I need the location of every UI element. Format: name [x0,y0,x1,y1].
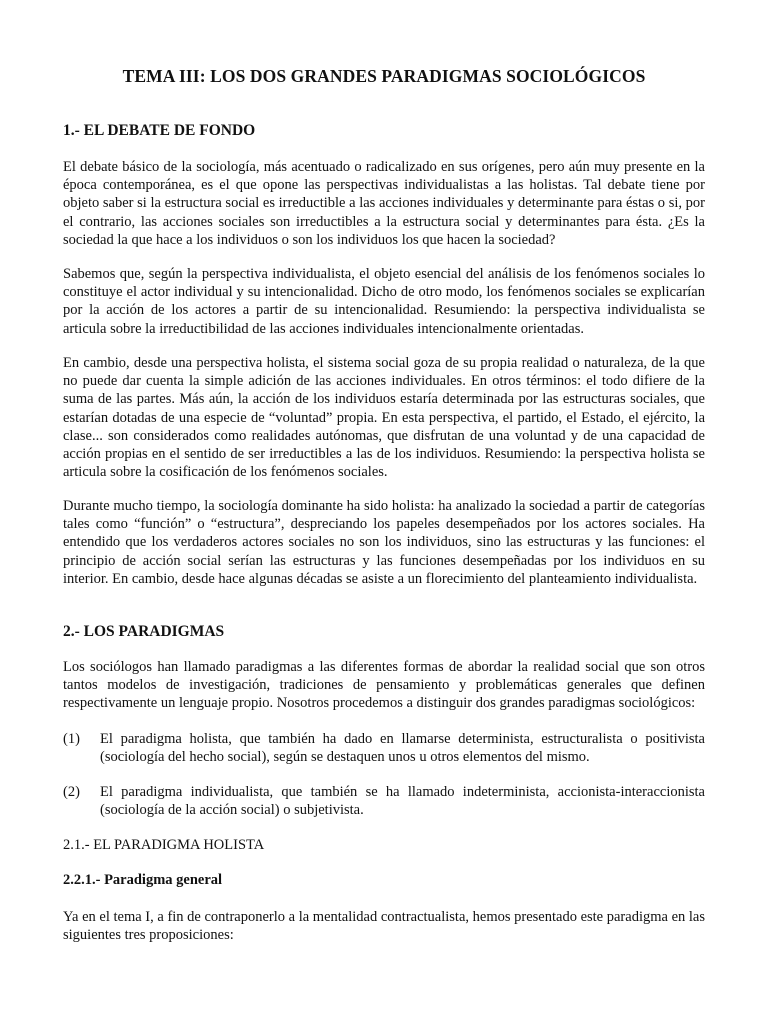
paragraph-debate-basico: El debate básico de la sociología, más acentuado o radicalizado en sus orígenes, pero aún muy presente en la época contemporánea, es el que opone las perspectivas individualistas a las holistas. Tal debate tiene por objeto saber si la estructura social es irreductible a las acciones individuales y determinante para éstas o si, por el contrario, las acciones sociales son irreductibles a la estructura social y determinantes para ésta. ¿Es la sociedad la que hace a los individuos o son los individuos los que hacen la sociedad? [63,159,705,248]
paragraph-sociologia-dominante: Durante mucho tiempo, la sociología dominante ha sido holista: ha analizado la sociedad a partir de categorías tales como “función” o “estructura”, despreciando los papeles desempeñados por los actores sociales. Ha entendido que los verdaderos actores sociales no son los individuos, sino las estructuras y las funciones: el principio de acción social serían las estructuras y las funciones desempeñadas por los individuos en su interior. En cambio, desde hace algunas décadas se asiste a un florecimiento del planteamiento individualista. [63,498,705,587]
document-page [63,0,705,1024]
subsection-heading-paradigma-general: 2.2.1.- Paradigma general [63,872,223,888]
section-heading-debate: 1.- EL DEBATE DE FONDO [63,122,256,139]
list-text: El paradigma holista, que también ha dado en llamarse determinista, estructuralista o positivista (sociología del hecho social), según se destaquen unos u otros elementos del mismo. [100,731,705,766]
paragraph-perspectiva-individualista: Sabemos que, según la perspectiva individualista, el objeto esencial del análisis de los fenómenos sociales lo constituye el actor individual y su intencionalidad. Dicho de otro modo, los fenómenos sociales se explicarían por la acción de los actores a partir de su intencionalidad. Resumiendo: la perspectiva individualista se articula sobre la irreductibilidad de las acciones individuales intencionalmente orientadas. [63,266,705,337]
paragraph-paradigma-general: Ya en el tema I, a fin de contraponerlo a la mentalidad contractualista, hemos presentado este paradigma en las siguientes tres proposiciones: [63,909,705,944]
paragraph-paradigmas-intro: Los sociólogos han llamado paradigmas a las diferentes formas de abordar la realidad social que son otros tantos modelos de investigación, tradiciones de pensamiento y problemáticas generales que definen respectivamente un lenguaje propio. Nosotros procedemos a distinguir dos grandes paradigmas sociológicos: [63,659,705,712]
subsection-heading-paradigma-holista: 2.1.- EL PARADIGMA HOLISTA [63,837,265,853]
paragraph-perspectiva-holista: En cambio, desde una perspectiva holista, el sistema social goza de su propia realidad o naturaleza, de la que no puede dar cuenta la simple adición de las acciones individuales. En otros términos: el todo difiere de la suma de las partes. Más aún, la acción de los individuos estaría determinada por las estructuras sociales, que estarían dotadas de una especie de “voluntad” propia. En esta perspectiva, el partido, el Estado, el ejército, la clase... son considerados como realidades autónomas, que disfrutan de una voluntad y de una capacidad de acción propias en el sentido de ser irreductibles a las de los individuos. Resumiendo: la perspectiva holista se articula sobre la cosificación de los fenómenos sociales. [63,355,705,481]
list-number: (2) [63,784,80,800]
list-number: (1) [63,731,80,747]
list-text: El paradigma individualista, que también se ha llamado indeterminista, accionista-interaccionista (sociología de la acción social) o subjetivista. [100,784,705,819]
document-title: TEMA III: LOS DOS GRANDES PARADIGMAS SOCIOLÓGICOS [122,66,646,86]
section-heading-paradigmas: 2.- LOS PARADIGMAS [63,623,225,640]
